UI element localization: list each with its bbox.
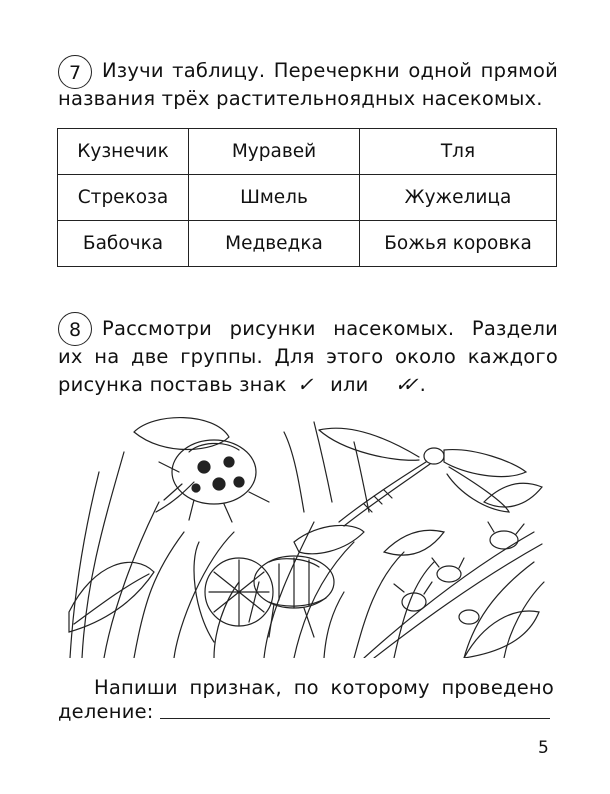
task-7-number: 7 <box>58 55 92 89</box>
task-8-line-3-or: или <box>330 373 369 396</box>
task-7-text-line-1: Изучи таблицу. Перечеркни одной прямой <box>102 59 558 82</box>
task-8-text-line-3 <box>58 373 426 396</box>
table-row <box>58 221 557 267</box>
task-8-line-3-end: . <box>419 373 427 396</box>
table-cell[interactable]: Кузнечик <box>58 129 189 175</box>
question-text-line-2: деление: <box>58 700 154 723</box>
task-8-text-line-1: Рассмотри рисунки насекомых. Раздели <box>102 317 558 340</box>
table-cell[interactable]: Бабочка <box>58 221 189 267</box>
insects-illustration <box>64 412 546 658</box>
double-check-mark-icon: ✓✓ <box>394 373 410 396</box>
table-row <box>58 175 557 221</box>
table-cell[interactable]: Шмель <box>189 175 360 221</box>
task-8-line-3-start: рисунка поставь знак <box>58 373 287 396</box>
single-check-mark-icon: ✓ <box>297 373 314 396</box>
table-cell[interactable]: Тля <box>360 129 557 175</box>
table-cell[interactable]: Муравей <box>189 129 360 175</box>
task-8 <box>58 312 558 402</box>
table-cell[interactable]: Медведка <box>189 221 360 267</box>
answer-input-line[interactable] <box>160 718 550 719</box>
question-text-line-1: Напиши признак, по которому проведено <box>94 676 554 699</box>
task-8-number: 8 <box>58 312 92 346</box>
insects-table <box>57 128 557 267</box>
task-7 <box>58 55 558 115</box>
task-8-text-line-2: их на две группы. Для этого около каждого <box>58 345 558 368</box>
table-row <box>58 129 557 175</box>
table-cell[interactable]: Жужелица <box>360 175 557 221</box>
task-7-text-line-2: названия трёх растительноядных насекомых. <box>58 87 543 110</box>
page-number: 5 <box>538 738 549 758</box>
table-cell[interactable]: Стрекоза <box>58 175 189 221</box>
table-cell[interactable]: Божья коровка <box>360 221 557 267</box>
